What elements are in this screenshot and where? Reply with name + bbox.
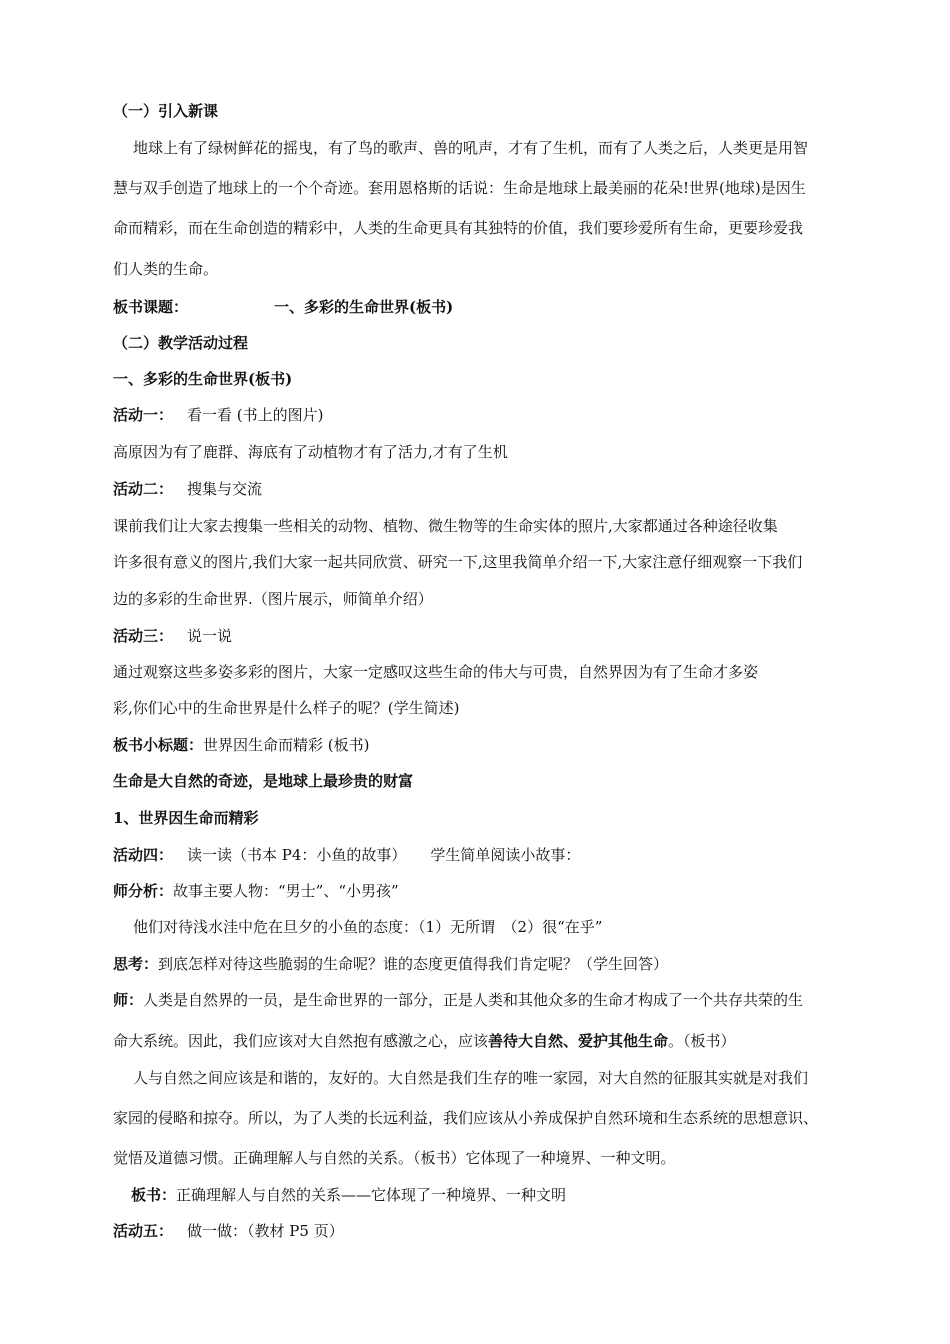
board-title-label: 板书课题： (113, 298, 189, 316)
activity-2-line (113, 479, 262, 499)
activity-3-body-line-1: 通过观察这些多姿多彩的图片，大家一定感叹这些生命的伟大与可贵，自然界因为有了生命才多姿 (113, 663, 759, 681)
activity-4-text: 读一读（书本 P4：小鱼的故事） (187, 846, 407, 864)
activity-2-body-line-2: 许多很有意义的图片,我们大家一起共同欣赏、研究一下,这里我简单介绍一下,大家注意仔细观察一下我们 (113, 553, 803, 571)
board-line (131, 1185, 566, 1205)
activity-1-text: 看一看 (书上的图片) (187, 406, 324, 424)
heading-intro: （一）引入新课 (113, 102, 219, 120)
activity-2-body-line-1: 课前我们让大家去搜集一些相关的动物、植物、微生物等的生命实体的照片,大家都通过各种途径收集 (113, 517, 778, 535)
teacher-text-2-post: 。（板书） (668, 1032, 736, 1050)
think-text: 到底怎样对待这些脆弱的生命呢？谁的态度更值得我们肯定呢？（学生回答） (158, 955, 669, 973)
teacher-text-2-bold: 善待大自然、爱护其他生命 (488, 1032, 669, 1050)
activity-3-label: 活动三： (113, 627, 174, 645)
teacher-label: 师： (113, 991, 144, 1009)
activity-5-label: 活动五： (113, 1222, 174, 1240)
think-label: 思考： (113, 955, 159, 973)
heading-point-1: 1、世界因生命而精彩 (113, 809, 259, 827)
intro-paragraph-line-4: 们人类的生命。 (113, 260, 219, 278)
activity-5-text: 做一做：（教材 P5 页） (187, 1222, 344, 1240)
intro-paragraph-line-3: 命而精彩，而在生命创造的精彩中，人类的生命更具有其独特的价值，我们要珍爱所有生命，更要珍爱我 (113, 219, 804, 237)
board-subtitle-label: 板书小标题： (113, 736, 204, 754)
board-subtitle-text: 世界因生命而精彩 (板书) (203, 736, 370, 754)
board-subtitle-line (113, 735, 370, 755)
heading-process: （二）教学活动过程 (113, 334, 249, 352)
activity-4-extra: 学生简单阅读小故事： (430, 846, 581, 864)
activity-5-line (113, 1221, 344, 1241)
life-statement: 生命是大自然的奇迹，是地球上最珍贵的财富 (113, 772, 414, 790)
attitude-line: 他们对待浅水洼中危在旦夕的小鱼的态度：（1）无所谓 （2）很“在乎” (133, 918, 603, 936)
board-label: 板书： (131, 1186, 177, 1204)
activity-2-text: 搜集与交流 (187, 480, 263, 498)
teacher-analysis-line (113, 881, 399, 901)
activity-2-label: 活动二： (113, 480, 174, 498)
activity-4-label: 活动四： (113, 846, 174, 864)
intro-paragraph-line-2: 慧与双手创造了地球上的一个个奇迹。套用恩格斯的话说：生命是地球上最美丽的花朵!世界(地球)是因生 (113, 179, 806, 197)
teacher-analysis-label: 师分析： (113, 882, 174, 900)
board-title-value: 一、多彩的生命世界(板书) (274, 298, 454, 316)
nature-paragraph-line-2: 家园的侵略和掠夺。所以，为了人类的长远利益，我们应该从小养成保护自然环境和生态系统的思想意识、 (113, 1109, 819, 1127)
intro-paragraph-line-1: 地球上有了绿树鲜花的摇曳，有了鸟的歌声、兽的吼声，才有了生机，而有了人类之后，人类更是用智 (133, 139, 809, 157)
teacher-text-1: 人类是自然界的一员，是生命世界的一部分，正是人类和其他众多的生命才构成了一个共存共荣的生 (143, 991, 804, 1009)
nature-paragraph-line-1: 人与自然之间应该是和谐的，友好的。大自然是我们生存的唯一家园，对大自然的征服其实就是对我们 (133, 1069, 809, 1087)
nature-paragraph-line-3: 觉悟及道德习惯。正确理解人与自然的关系。（板书）它体现了一种境界、一种文明。 (113, 1149, 676, 1167)
activity-3-line (113, 626, 232, 646)
activity-3-body-line-2: 彩,你们心中的生命世界是什么样子的呢？(学生简述) (113, 699, 460, 717)
think-line (113, 954, 668, 974)
teacher-line-1 (113, 990, 803, 1010)
activity-1-body: 高原因为有了鹿群、海底有了动植物才有了活力,才有了生机 (113, 443, 508, 461)
activity-1-line (113, 405, 324, 425)
activity-4-line (113, 845, 580, 865)
activity-1-label: 活动一： (113, 406, 174, 424)
teacher-analysis-text: 故事主要人物：“男士”、“小男孩” (173, 882, 399, 900)
activity-3-text: 说一说 (187, 627, 233, 645)
teacher-text-2-pre: 命大系统。因此，我们应该对大自然抱有感激之心，应该 (113, 1032, 489, 1050)
teacher-line-2 (113, 1031, 736, 1051)
board-text: 正确理解人与自然的关系——它体现了一种境界、一种文明 (176, 1186, 567, 1204)
board-title-line (113, 297, 453, 317)
heading-section-1: 一、多彩的生命世界(板书) (113, 370, 293, 388)
activity-2-body-line-3: 边的多彩的生命世界.（图片展示，师简单介绍） (113, 590, 433, 608)
